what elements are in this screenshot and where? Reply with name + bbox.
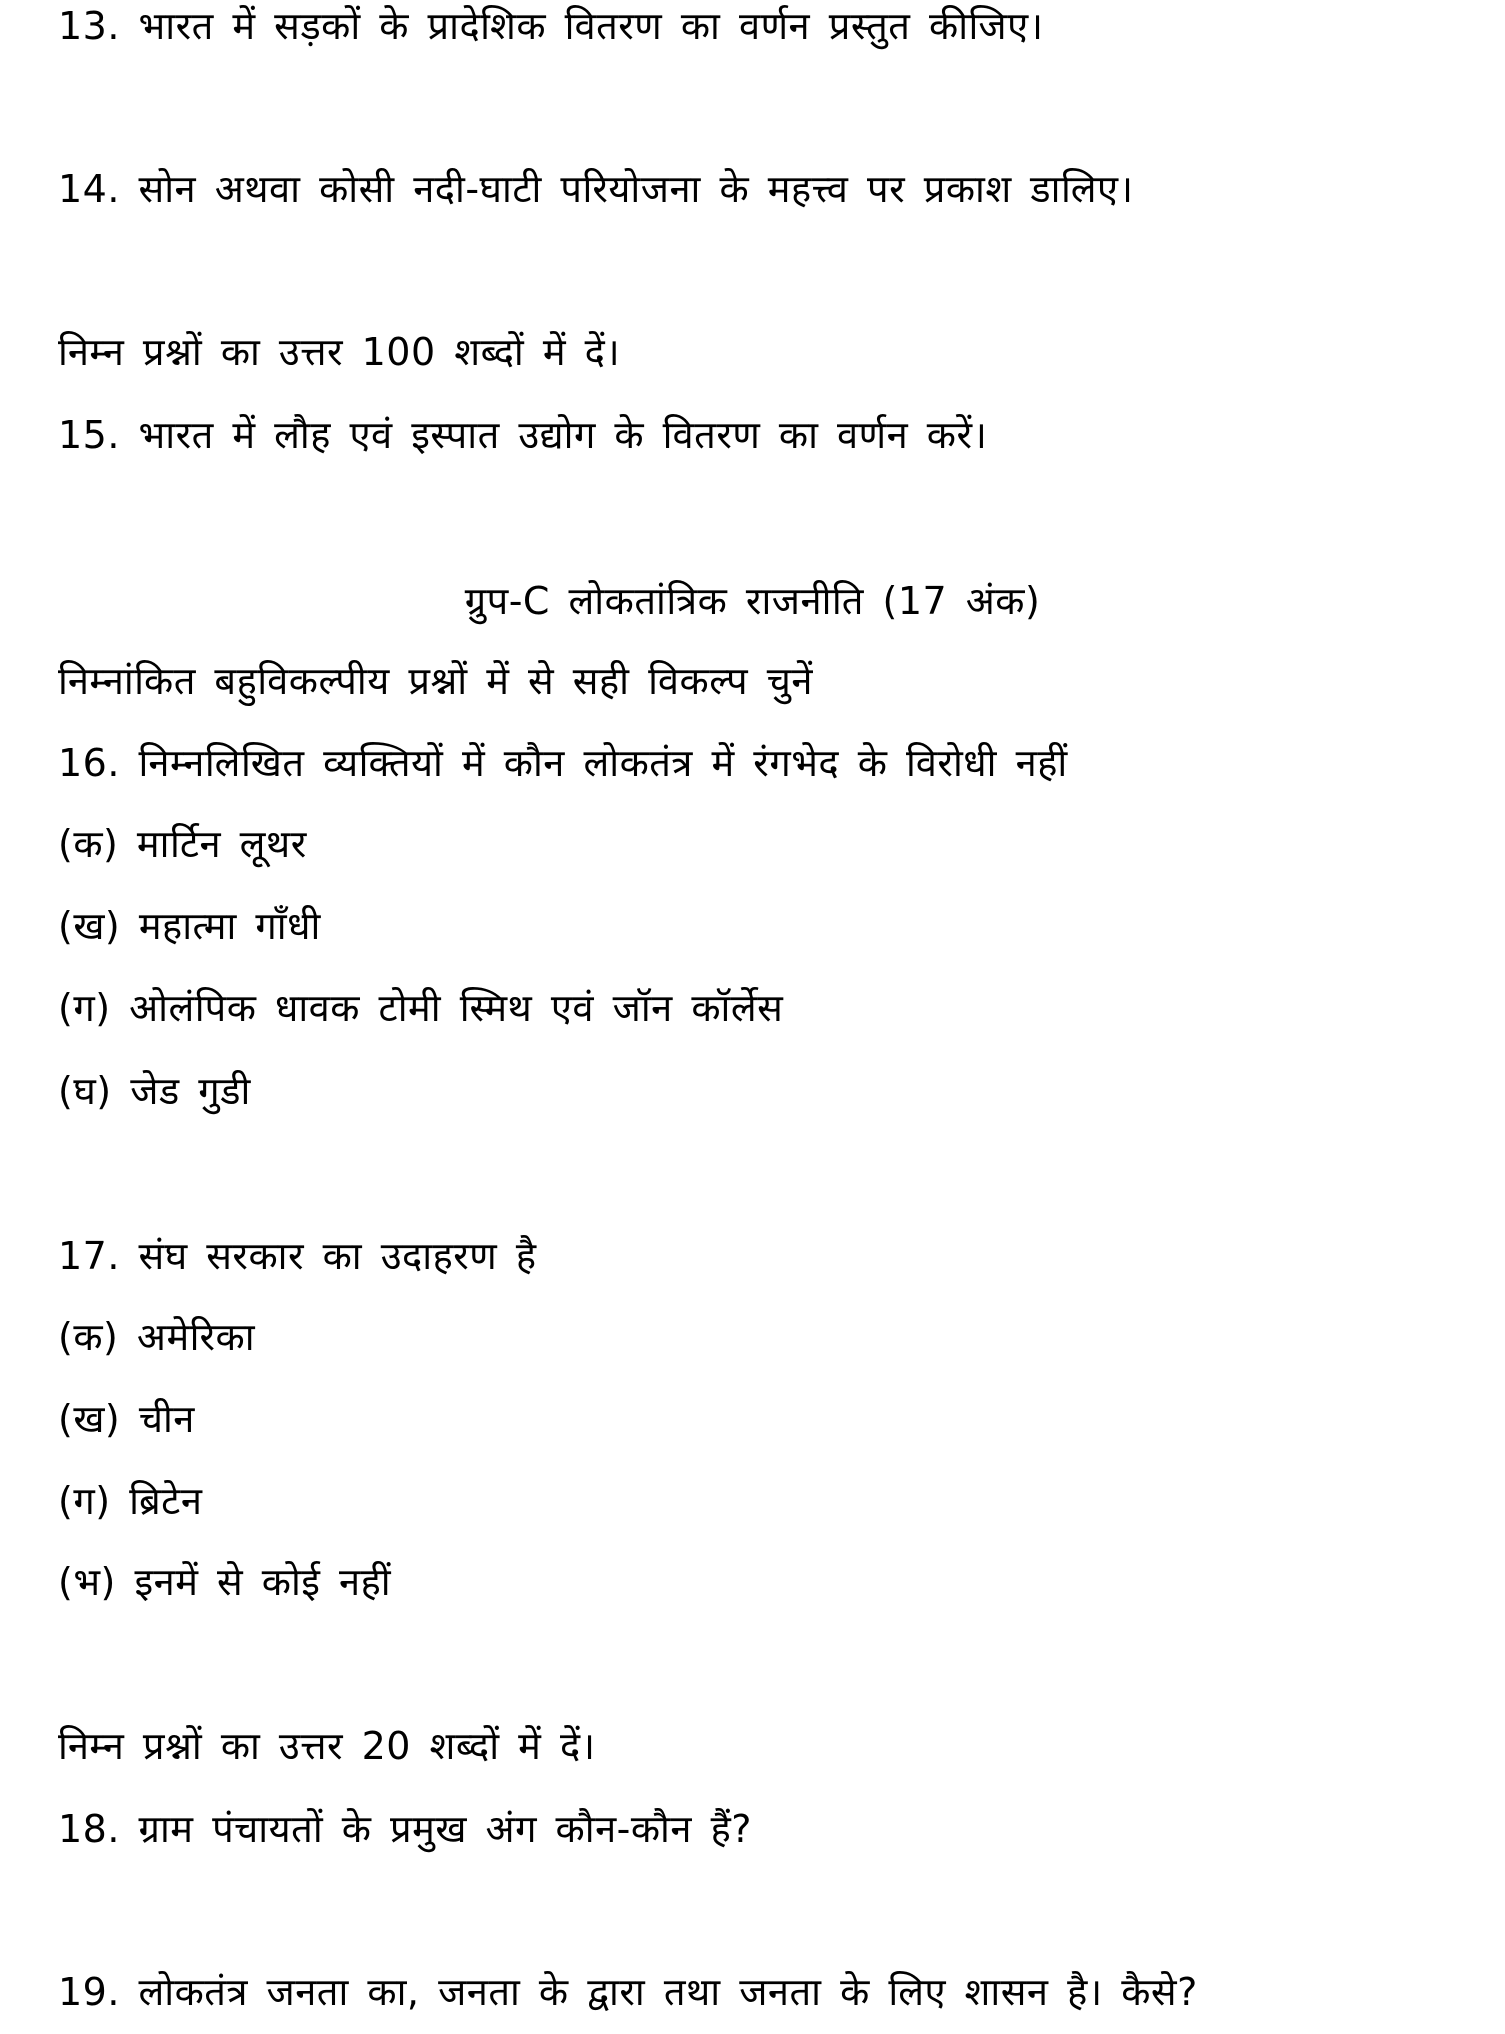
question-17-option-c: (ग) ब्रिटेन xyxy=(58,1479,203,1523)
section-heading-group-c: ग्रुप-C लोकतांत्रिक राजनीति (17 अंक) xyxy=(464,579,1041,623)
question-19: 19. लोकतंत्र जनता का, जनता के द्वारा तथा जनता के लिए शासन है। कैसे? xyxy=(58,1970,1198,2014)
question-15: 15. भारत में लौह एवं इस्पात उद्योग के वितरण का वर्णन करें। xyxy=(58,413,988,457)
question-18: 18. ग्राम पंचायतों के प्रमुख अंग कौन-कौन हैं? xyxy=(58,1807,752,1851)
instruction-mcq: निम्नांकित बहुविकल्पीय प्रश्नों में से सही विकल्प चुनें xyxy=(58,659,813,703)
instruction-20-words: निम्न प्रश्नों का उत्तर 20 शब्दों में दें। xyxy=(58,1724,596,1768)
question-14: 14. सोन अथवा कोसी नदी-घाटी परियोजना के महत्त्व पर प्रकाश डालिए। xyxy=(58,167,1134,211)
question-16-option-a: (क) मार्टिन लूथर xyxy=(58,822,307,866)
question-17-option-d: (भ) इनमें से कोई नहीं xyxy=(58,1560,392,1604)
question-17: 17. संघ सरकार का उदाहरण है xyxy=(58,1234,537,1278)
question-13: 13. भारत में सड़कों के प्रादेशिक वितरण का वर्णन प्रस्तुत कीजिए। xyxy=(58,4,1044,48)
question-16-option-c: (ग) ओलंपिक धावक टोमी स्मिथ एवं जॉन कॉर्लेस xyxy=(58,986,784,1030)
question-16: 16. निम्नलिखित व्यक्तियों में कौन लोकतंत्र में रंगभेद के विरोधी नहीं xyxy=(58,741,1068,785)
instruction-100-words: निम्न प्रश्नों का उत्तर 100 शब्दों में दें। xyxy=(58,330,621,374)
question-16-option-b: (ख) महात्मा गाँधी xyxy=(58,904,321,948)
question-17-option-a: (क) अमेरिका xyxy=(58,1315,256,1359)
question-16-option-d: (घ) जेड गुडी xyxy=(58,1069,251,1113)
question-17-option-b: (ख) चीन xyxy=(58,1397,195,1441)
